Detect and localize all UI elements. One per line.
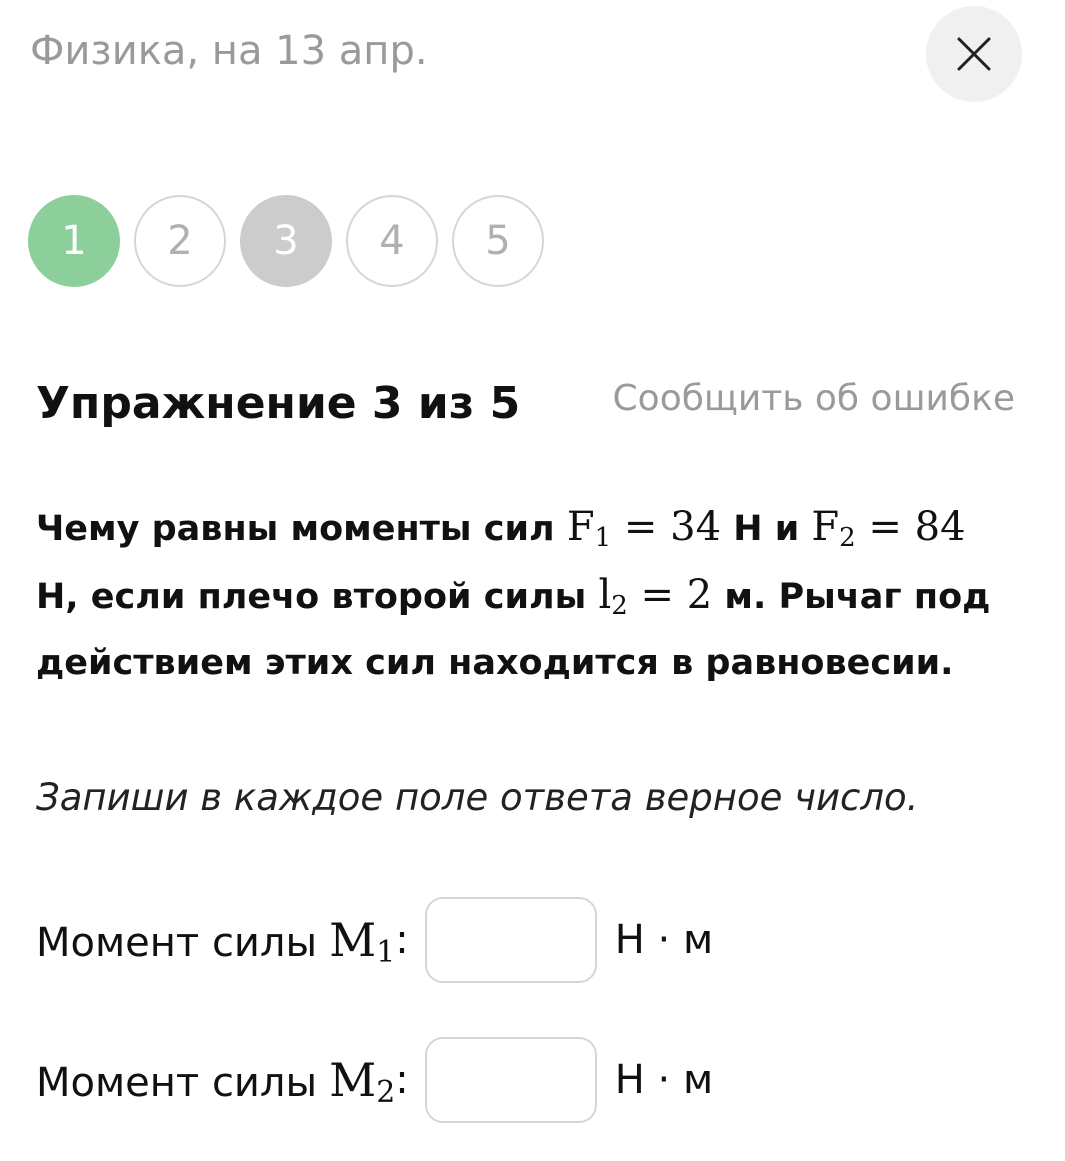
answer-row-m2 [36, 1036, 713, 1124]
step-4[interactable]: 4 [346, 195, 438, 287]
step-3[interactable]: 3 [240, 195, 332, 287]
formula-l2: $l_2 = 2$ [598, 572, 713, 621]
page-title: Физика, на 13 апр. [30, 28, 428, 74]
exercise-title: Упражнение 3 из 5 [36, 378, 521, 429]
answer-unit-m1: Н · м [614, 917, 714, 963]
formula-f1: $F_1 = 34$ [566, 504, 722, 553]
report-error-link[interactable]: Сообщить об ошибке [612, 378, 1015, 419]
answer-unit-m2: Н · м [614, 1057, 714, 1103]
answer-input-m2[interactable] [425, 1037, 597, 1123]
step-5[interactable]: 5 [452, 195, 544, 287]
question-text [36, 494, 1011, 696]
question-part-3: Н, если плечо второй силы [36, 577, 599, 617]
close-icon [956, 36, 992, 72]
step-1[interactable]: 1 [28, 195, 120, 287]
instruction-text: Запиши в каждое поле ответа верное число. [36, 776, 919, 819]
formula-f2: $F_2 = 84$ [811, 504, 966, 553]
exercise-stepper [28, 195, 544, 287]
close-button[interactable] [926, 6, 1022, 102]
answer-colon: : [395, 1057, 409, 1103]
answer-label-m2: Момент силы $M_2$ [36, 1053, 396, 1110]
question-part-1: Чему равны моменты сил [36, 509, 567, 549]
answer-colon: : [395, 917, 409, 963]
answer-label-m1: Момент силы $M_1$ [36, 913, 396, 970]
answer-row-m1 [36, 896, 713, 984]
answer-input-m1[interactable] [425, 897, 597, 983]
step-2[interactable]: 2 [134, 195, 226, 287]
question-part-4: м. Рычаг под действием этих сил находится в равновесии. [36, 577, 991, 683]
question-part-2: Н и [721, 509, 812, 549]
